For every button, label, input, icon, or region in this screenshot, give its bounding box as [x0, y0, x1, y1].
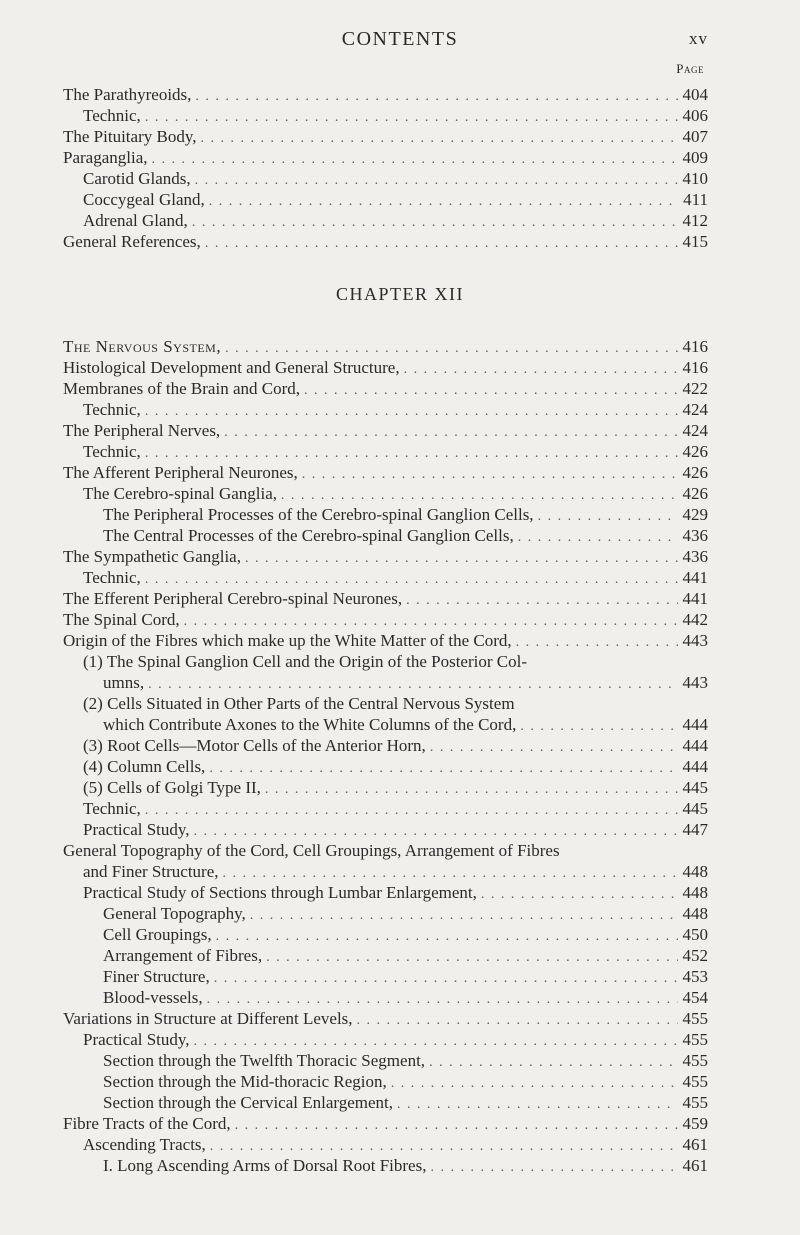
toc-entry-title: Practical Study, — [83, 820, 190, 839]
dot-leader — [216, 926, 678, 947]
page-column-label: Page — [676, 61, 704, 76]
toc-entry-title: The Parathyreoids, — [63, 85, 192, 104]
dot-leader — [200, 128, 678, 149]
toc-entry-page: 444 — [682, 715, 708, 734]
toc-entry-title: Technic, — [83, 799, 141, 818]
dot-leader — [429, 1052, 678, 1073]
dot-leader — [516, 632, 678, 653]
toc-entry — [83, 168, 708, 191]
toc-entry-title: Ascending Tracts, — [83, 1135, 206, 1154]
toc-entry-page: 436 — [682, 526, 708, 545]
toc-entry-page: 441 — [682, 589, 708, 608]
toc-entry-title: Fibre Tracts of the Cord, — [63, 1114, 231, 1133]
toc-entry — [63, 126, 708, 149]
toc-entry — [83, 189, 708, 212]
dot-leader — [430, 737, 678, 758]
toc-entry — [103, 1092, 708, 1115]
toc-entry — [83, 777, 708, 800]
toc-entry-line: (1) The Spinal Ganglion Cell and the Origin of the Posterior Col- — [83, 652, 527, 671]
toc-entry-page: 404 — [682, 85, 708, 104]
toc-entry-page: 441 — [682, 568, 708, 587]
toc-entry-page: 455 — [682, 1051, 708, 1070]
dot-leader — [223, 863, 679, 884]
toc-entry — [103, 714, 708, 737]
toc-entry — [103, 1050, 708, 1073]
toc-entry-title: (3) Root Cells—Motor Cells of the Anterior Horn, — [83, 736, 426, 755]
toc-entry-line: General Topography of the Cord, Cell Groupings, Arrangement of Fibres — [63, 841, 560, 860]
toc-entry — [63, 1113, 708, 1136]
dot-leader — [518, 527, 678, 548]
toc-entry — [63, 147, 708, 170]
toc-entry-page: 409 — [682, 148, 708, 167]
dot-leader — [207, 989, 678, 1010]
dot-leader — [430, 1157, 678, 1178]
toc-entry-title: Section through the Mid-thoracic Region, — [103, 1072, 387, 1091]
toc-entry — [103, 525, 708, 548]
toc-entry-page: 422 — [682, 379, 708, 398]
toc-entry — [103, 987, 708, 1010]
toc-entry-page: 450 — [682, 925, 708, 944]
dot-leader — [302, 464, 678, 485]
dot-leader — [148, 674, 678, 695]
dot-leader — [281, 485, 678, 506]
toc-entry — [63, 420, 708, 443]
toc-entry — [83, 210, 708, 233]
toc-entry-page: 452 — [682, 946, 708, 965]
toc-entry — [83, 567, 708, 590]
toc-entry-page: 424 — [682, 400, 708, 419]
toc-entry-title: Carotid Glands, — [83, 169, 191, 188]
dot-leader — [152, 149, 679, 170]
toc-entry-title: The Sympathetic Ganglia, — [63, 547, 241, 566]
toc-entry-title: Membranes of the Brain and Cord, — [63, 379, 300, 398]
toc-entry — [103, 504, 708, 527]
toc-entry-page: 442 — [682, 610, 708, 629]
toc-entry-title: The Afferent Peripheral Neurones, — [63, 463, 298, 482]
toc-entry-page: 443 — [682, 673, 708, 692]
toc-entry-title: Paraganglia, — [63, 148, 148, 167]
dot-leader — [214, 968, 678, 989]
toc-entry-page: 412 — [682, 211, 708, 230]
toc-entry-title: The Nervous System, — [63, 337, 222, 356]
dot-leader — [265, 779, 678, 800]
toc-entry-page: 455 — [682, 1072, 708, 1091]
toc-entry — [103, 945, 708, 968]
toc-entry-title: and Finer Structure, — [83, 862, 219, 881]
toc-entry-page: 459 — [682, 1114, 708, 1133]
toc-entry-page: 426 — [682, 442, 708, 461]
toc-entry-page: 443 — [682, 631, 708, 650]
toc-entry — [103, 924, 708, 947]
toc-entry-title: The Pituitary Body, — [63, 127, 197, 146]
toc-entry-title: Cell Groupings, — [103, 925, 212, 944]
toc-entry-page: 424 — [682, 421, 708, 440]
toc-entry — [83, 483, 708, 506]
toc-entry-title: umns, — [103, 673, 145, 692]
dot-leader — [195, 170, 678, 191]
toc-entry — [83, 756, 708, 779]
toc-entry-title: Finer Structure, — [103, 967, 210, 986]
dot-leader — [266, 947, 678, 968]
toc-entry-page: 410 — [682, 169, 708, 188]
toc-entry-page: 444 — [682, 736, 708, 755]
toc-entry-title: Technic, — [83, 442, 141, 461]
toc-entry — [83, 399, 708, 422]
dot-leader — [225, 338, 678, 359]
toc-entry-page: 407 — [682, 127, 708, 146]
toc-entry-title: I. Long Ascending Arms of Dorsal Root Fibres, — [103, 1156, 427, 1175]
toc-entry-title: Variations in Structure at Different Levels, — [63, 1009, 353, 1028]
toc-entry-page: 455 — [682, 1009, 708, 1028]
toc-entry-title: Practical Study, — [83, 1030, 190, 1049]
toc-entry-title: Section through the Twelfth Thoracic Segment, — [103, 1051, 426, 1070]
dot-leader — [192, 212, 678, 233]
dot-leader — [406, 590, 678, 611]
toc-entry — [63, 609, 708, 632]
toc-entry-title: Origin of the Fibres which make up the White Matter of the Cord, — [63, 631, 512, 650]
toc-entry-title: The Peripheral Processes of the Cerebro-spinal Ganglion Cells, — [103, 505, 534, 524]
toc-entry — [83, 441, 708, 464]
running-title: CONTENTS — [341, 28, 459, 50]
toc-entry-page: 448 — [682, 883, 708, 902]
toc-entry — [63, 630, 708, 653]
toc-entry-page: 406 — [682, 106, 708, 125]
dot-leader — [250, 905, 678, 926]
toc-entry — [63, 588, 708, 611]
toc-entry — [63, 1008, 708, 1031]
toc-entry — [63, 231, 708, 254]
toc-entry-title: The Spinal Cord, — [63, 610, 180, 629]
dot-leader — [357, 1010, 678, 1031]
toc-entry-title: General Topography, — [103, 904, 246, 923]
toc-entry — [83, 105, 708, 128]
dot-leader — [391, 1073, 678, 1094]
toc-entry-line: (2) Cells Situated in Other Parts of the Central Nervous System — [83, 694, 515, 713]
toc-entry-title: Section through the Cervical Enlargement, — [103, 1093, 394, 1112]
dot-leader — [210, 1136, 678, 1157]
toc-entry — [103, 1071, 708, 1094]
dot-leader — [235, 1115, 678, 1136]
toc-entry — [63, 336, 708, 359]
dot-leader — [145, 401, 678, 422]
toc-entry-title: Blood-vessels, — [103, 988, 203, 1007]
dot-leader — [397, 1094, 678, 1115]
toc-entry — [63, 357, 708, 380]
toc-entry-page: 416 — [682, 337, 708, 356]
toc-entry — [63, 378, 708, 401]
dot-leader — [195, 86, 678, 107]
toc-entry — [83, 819, 708, 842]
toc-entry — [83, 1029, 708, 1052]
dot-leader — [145, 569, 678, 590]
toc-entry-title: Arrangement of Fibres, — [103, 946, 263, 965]
toc-entry — [83, 798, 708, 821]
toc-entry-title: General References, — [63, 232, 201, 251]
toc-entry-page: 448 — [682, 904, 708, 923]
toc-entry-page: 444 — [682, 757, 708, 776]
toc-entry-page: 415 — [682, 232, 708, 251]
dot-leader — [209, 758, 678, 779]
page-number: xv — [689, 29, 708, 48]
toc-entry-title: Coccygeal Gland, — [83, 190, 205, 209]
toc-entry-title: The Central Processes of the Cerebro-spinal Ganglion Cells, — [103, 526, 514, 545]
dot-leader — [209, 191, 678, 212]
dot-leader — [205, 233, 678, 254]
toc-entry-title: (4) Column Cells, — [83, 757, 206, 776]
toc-entry-page: 447 — [682, 820, 708, 839]
toc-entry — [83, 882, 708, 905]
toc-entry — [103, 903, 708, 926]
dot-leader — [194, 821, 678, 842]
toc-entry — [63, 546, 708, 569]
dot-leader — [194, 1031, 678, 1052]
dot-leader — [145, 800, 678, 821]
toc-entry-title: Histological Development and General Structure, — [63, 358, 400, 377]
toc-entry-page: 411 — [683, 190, 708, 209]
toc-entry-page: 445 — [682, 799, 708, 818]
dot-leader — [245, 548, 678, 569]
toc-entry-title: Technic, — [83, 106, 141, 125]
toc-entry-title: Practical Study of Sections through Lumbar Enlargement, — [83, 883, 477, 902]
toc-entry-title: Technic, — [83, 568, 141, 587]
toc-entry-page: 426 — [682, 484, 708, 503]
toc-entry-page: 436 — [682, 547, 708, 566]
dot-leader — [481, 884, 678, 905]
dot-leader — [520, 716, 678, 737]
toc-entry-page: 461 — [682, 1135, 708, 1154]
toc-entry-title: Adrenal Gland, — [83, 211, 188, 230]
toc-entry-page: 448 — [682, 862, 708, 881]
toc-entry-page: 429 — [682, 505, 708, 524]
dot-leader — [538, 506, 678, 527]
dot-leader — [224, 422, 678, 443]
toc-entry-page: 455 — [682, 1030, 708, 1049]
dot-leader — [145, 443, 678, 464]
chapter-heading: CHAPTER XII — [336, 284, 464, 304]
dot-leader — [404, 359, 678, 380]
dot-leader — [184, 611, 678, 632]
running-head — [0, 28, 800, 58]
toc-entry-page: 461 — [682, 1156, 708, 1175]
toc-entry — [83, 861, 708, 884]
toc-entry — [103, 966, 708, 989]
toc-entry-page: 416 — [682, 358, 708, 377]
toc-entry — [63, 462, 708, 485]
toc-entry-title: The Efferent Peripheral Cerebro-spinal Neurones, — [63, 589, 403, 608]
toc-entry — [83, 735, 708, 758]
toc-entry-title: The Cerebro-spinal Ganglia, — [83, 484, 278, 503]
toc-entry-page: 426 — [682, 463, 708, 482]
toc-entry-title: The Peripheral Nerves, — [63, 421, 221, 440]
toc-entry-page: 445 — [682, 778, 708, 797]
toc-entry-title: Technic, — [83, 400, 141, 419]
toc-entry — [103, 672, 708, 695]
toc-entry-title: which Contribute Axones to the White Columns of the Cord, — [103, 715, 517, 734]
toc-entry-page: 455 — [682, 1093, 708, 1112]
dot-leader — [145, 107, 678, 128]
dot-leader — [304, 380, 678, 401]
toc-entry — [63, 84, 708, 107]
toc-entry-title: (5) Cells of Golgi Type II, — [83, 778, 261, 797]
toc-entry-page: 454 — [682, 988, 708, 1007]
toc-entry — [103, 1155, 708, 1178]
toc-entry-page: 453 — [682, 967, 708, 986]
toc-entry — [83, 1134, 708, 1157]
